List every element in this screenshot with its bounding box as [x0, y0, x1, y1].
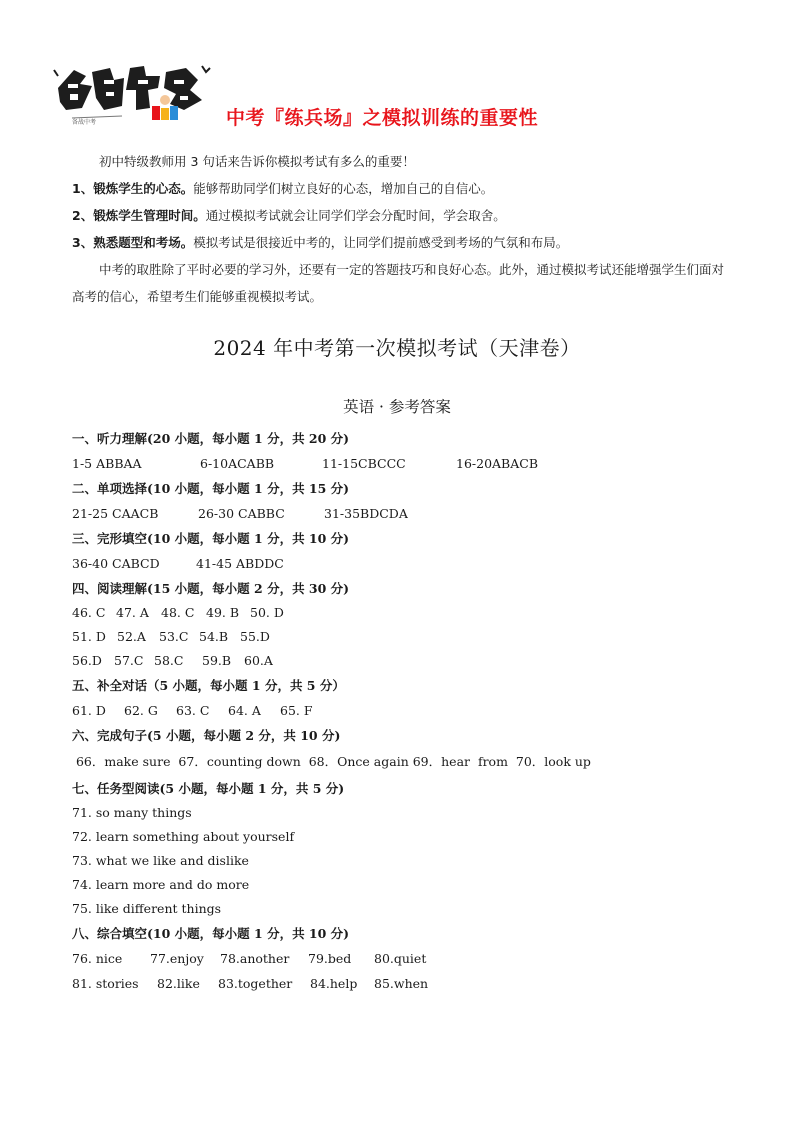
section-5-answers [72, 698, 752, 723]
beizhan-zhongkao-logo [52, 62, 212, 128]
section-5-heading: 五、补全对话（5 小题，每小题 1 分，共 5 分） [72, 678, 345, 693]
section-2-answers [72, 501, 752, 526]
section-2-heading: 二、单项选择(10 小题，每小题 1 分，共 15 分) [72, 481, 350, 496]
answer-item: 54.B [199, 629, 229, 644]
answer-item: 1-5 ABBAA [72, 456, 142, 471]
answer-item: 31-35BDCDA [324, 506, 408, 521]
intro-lead: 初中特级教师用 3 句话来告诉你模拟考试有多么的重要！ [99, 154, 415, 169]
answer-item: 76. nice [72, 951, 123, 966]
answer-subtitle: 英语 · 参考答案 [343, 398, 451, 416]
answer-item: 85.when [374, 976, 429, 991]
answer-item: 65. F [280, 703, 313, 718]
answer-item: 46. C [72, 605, 106, 620]
answer-item: 64. A [228, 703, 261, 718]
section-1-heading: 一、听力理解(20 小题，每小题 1 分，共 20 分) [72, 431, 350, 446]
answer-item: 59.B [202, 653, 232, 668]
answer-item: 60.A [244, 653, 273, 668]
section-6-answers: 66．make sure 67．counting down 68．Once again 69．hear from 70．look up [72, 754, 591, 769]
answer-item: 52.A [117, 629, 146, 644]
section-8-row-1 [72, 946, 752, 971]
answer-item: 80.quiet [374, 951, 427, 966]
intro-point-3-head: 3、熟悉题型和考场。 [72, 235, 194, 250]
answer-item: 77.enjoy [150, 951, 204, 966]
logo-text: 备战中考 [72, 119, 97, 126]
answer-item: 51. D [72, 629, 106, 644]
answer-item: 53.C [159, 629, 189, 644]
answer-item: 61. D [72, 703, 106, 718]
section-7-item-71: 71. so many things [72, 805, 192, 820]
answer-item: 79.bed [308, 951, 352, 966]
section-7-item-74: 74. learn more and do more [72, 877, 250, 892]
answer-item: 78.another [220, 951, 290, 966]
section-4-row-1 [72, 601, 752, 625]
intro-point-2 [72, 202, 732, 229]
intro-point-3 [72, 229, 732, 256]
answer-item: 55.D [240, 629, 270, 644]
answer-item: 41-45 ABDDC [196, 556, 284, 571]
section-7-item-72: 72. learn something about yourself [72, 829, 295, 844]
section-6-heading: 六、完成句子(5 小题，每小题 2 分，共 10 分) [72, 728, 341, 743]
exam-title: 2024 年中考第一次模拟考试（天津卷） [213, 336, 581, 360]
intro-closing: 中考的取胜除了平时必要的学习外，还要有一定的答题技巧和良好心态。此外，通过模拟考试还能增强学生们面对高考的信心，希望考生们能够重视模拟考试。 [72, 262, 725, 304]
answer-item: 57.C [114, 653, 144, 668]
answer-item: 58.C [154, 653, 184, 668]
intro-point-2-head: 2、锻炼学生管理时间。 [72, 208, 206, 223]
answer-item: 36-40 CABCD [72, 556, 160, 571]
answer-item: 11-15CBCCC [322, 456, 406, 471]
section-7-item-75: 75. like different things [72, 901, 222, 916]
section-7-heading: 七、任务型阅读(5 小题，每小题 1 分，共 5 分) [72, 781, 345, 796]
answer-item: 56.D [72, 653, 102, 668]
intro-point-2-body: 通过模拟考试就会让同学们学会分配时间，学会取舍。 [205, 208, 506, 223]
answer-item: 48. C [161, 605, 195, 620]
section-8-heading: 八、综合填空(10 小题，每小题 1 分，共 10 分) [72, 926, 350, 941]
answer-item: 21-25 CAACB [72, 506, 159, 521]
answer-item: 83.together [218, 976, 293, 991]
answer-item: 47. A [116, 605, 149, 620]
answer-item: 82.like [157, 976, 200, 991]
section-7-item-73: 73. what we like and dislike [72, 853, 249, 868]
answer-item: 16-20ABACB [456, 456, 539, 471]
answer-item: 26-30 CABBC [198, 506, 285, 521]
section-3-heading: 三、完形填空(10 小题，每小题 1 分，共 10 分) [72, 531, 350, 546]
answer-item: 6-10ACABB [200, 456, 275, 471]
section-3-answers [72, 551, 752, 576]
intro-point-1-body: 能够帮助同学们树立良好的心态，增加自己的自信心。 [193, 181, 494, 196]
answer-item: 62. G [124, 703, 158, 718]
section-8-row-2 [72, 971, 752, 996]
intro-block [72, 148, 732, 310]
answer-item: 81. stories [72, 976, 139, 991]
answer-item: 63. C [176, 703, 210, 718]
intro-point-3-body: 模拟考试是很接近中考的，让同学们提前感受到考场的气氛和布局。 [193, 235, 569, 250]
banner-title: 中考『练兵场』之模拟训练的重要性 [226, 107, 539, 129]
intro-point-1 [72, 175, 732, 202]
section-4-heading: 四、阅读理解(15 小题，每小题 2 分，共 30 分) [72, 581, 350, 596]
intro-point-1-head: 1、锻炼学生的心态。 [72, 181, 194, 196]
answer-item: 84.help [310, 976, 358, 991]
section-4-row-2 [72, 625, 752, 649]
answer-item: 50. D [250, 605, 284, 620]
section-4-row-3 [72, 649, 752, 673]
answer-sections [72, 426, 752, 996]
section-1-answers [72, 451, 752, 476]
answer-item: 49. B [206, 605, 240, 620]
